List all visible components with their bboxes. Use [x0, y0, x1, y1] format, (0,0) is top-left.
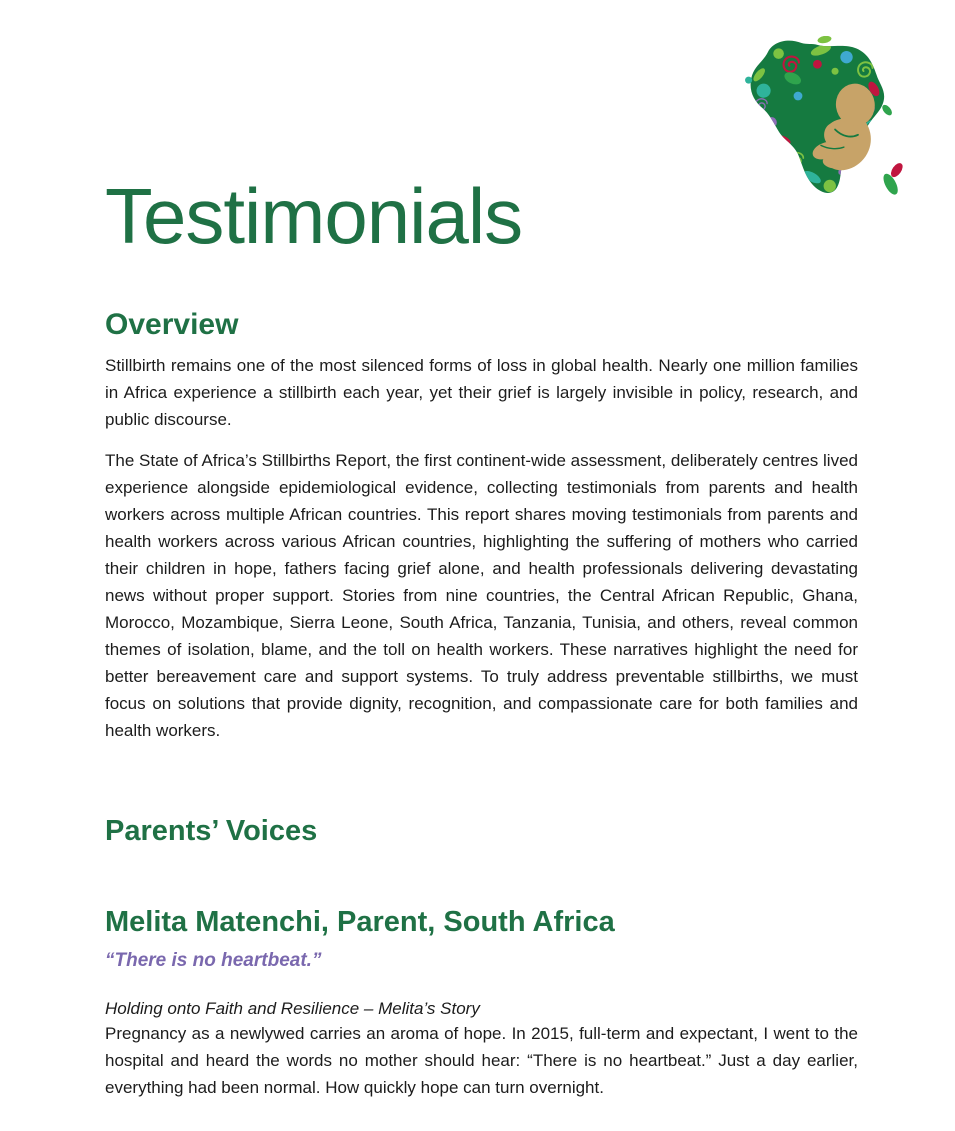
parents-voices-heading: Parents’ Voices [105, 814, 318, 847]
document-content [105, 0, 858, 1115]
madagascar-island-shape [881, 161, 905, 197]
overview-paragraph-2: The State of Africa’s Stillbirths Report, the first continent-wide assessment, deliberately centres lived experience alongside epidemiological evidence, collecting testimonials from parents and health workers across multiple African countries. This report shares moving testimonials from parents and health workers across various African countries, highlighting the suffering of mothers who carried their children in hope, fathers facing grief alone, and health professionals delivering devastating news without proper support. Stories from nine countries, the Central African Republic, Ghana, Morocco, Mozambique, Sierra Leone, South Africa, Tanzania, Tunisia, and others, reveal common themes of isolation, blame, and the toll on health workers. These narratives highlight the need for better bereavement care and support systems. To truly address preventable stillbirths, we must focus on solutions that provide dignity, recognition, and compassionate care for both families and health workers. [105, 450, 858, 740]
testimonial-subtitle: Holding onto Faith and Resilience – Melita’s Story [105, 999, 480, 1019]
leaf-accent-east [880, 103, 893, 117]
testimonial-paragraph: Pregnancy as a newlywed carries an aroma of hope. In 2015, full-term and expectant, I went to the hospital and heard the words no mother should hear: “There is no heartbeat.” Just a day earlier, everything had been normal. How quickly hope can turn overnight. [105, 1024, 858, 1098]
testimonial-heading: Melita Matenchi, Parent, South Africa [105, 905, 615, 938]
testimonial-quote: “There is no heartbeat.” [105, 950, 322, 972]
overview-paragraph-1: Stillbirth remains one of the most silenced forms of loss in global health. Nearly one million families in Africa experience a stillbirth each year, yet their grief is largely invisible in policy, research, and public discourse. [105, 355, 858, 429]
overview-heading: Overview [105, 307, 239, 341]
page-title: Testimonials [105, 172, 523, 260]
